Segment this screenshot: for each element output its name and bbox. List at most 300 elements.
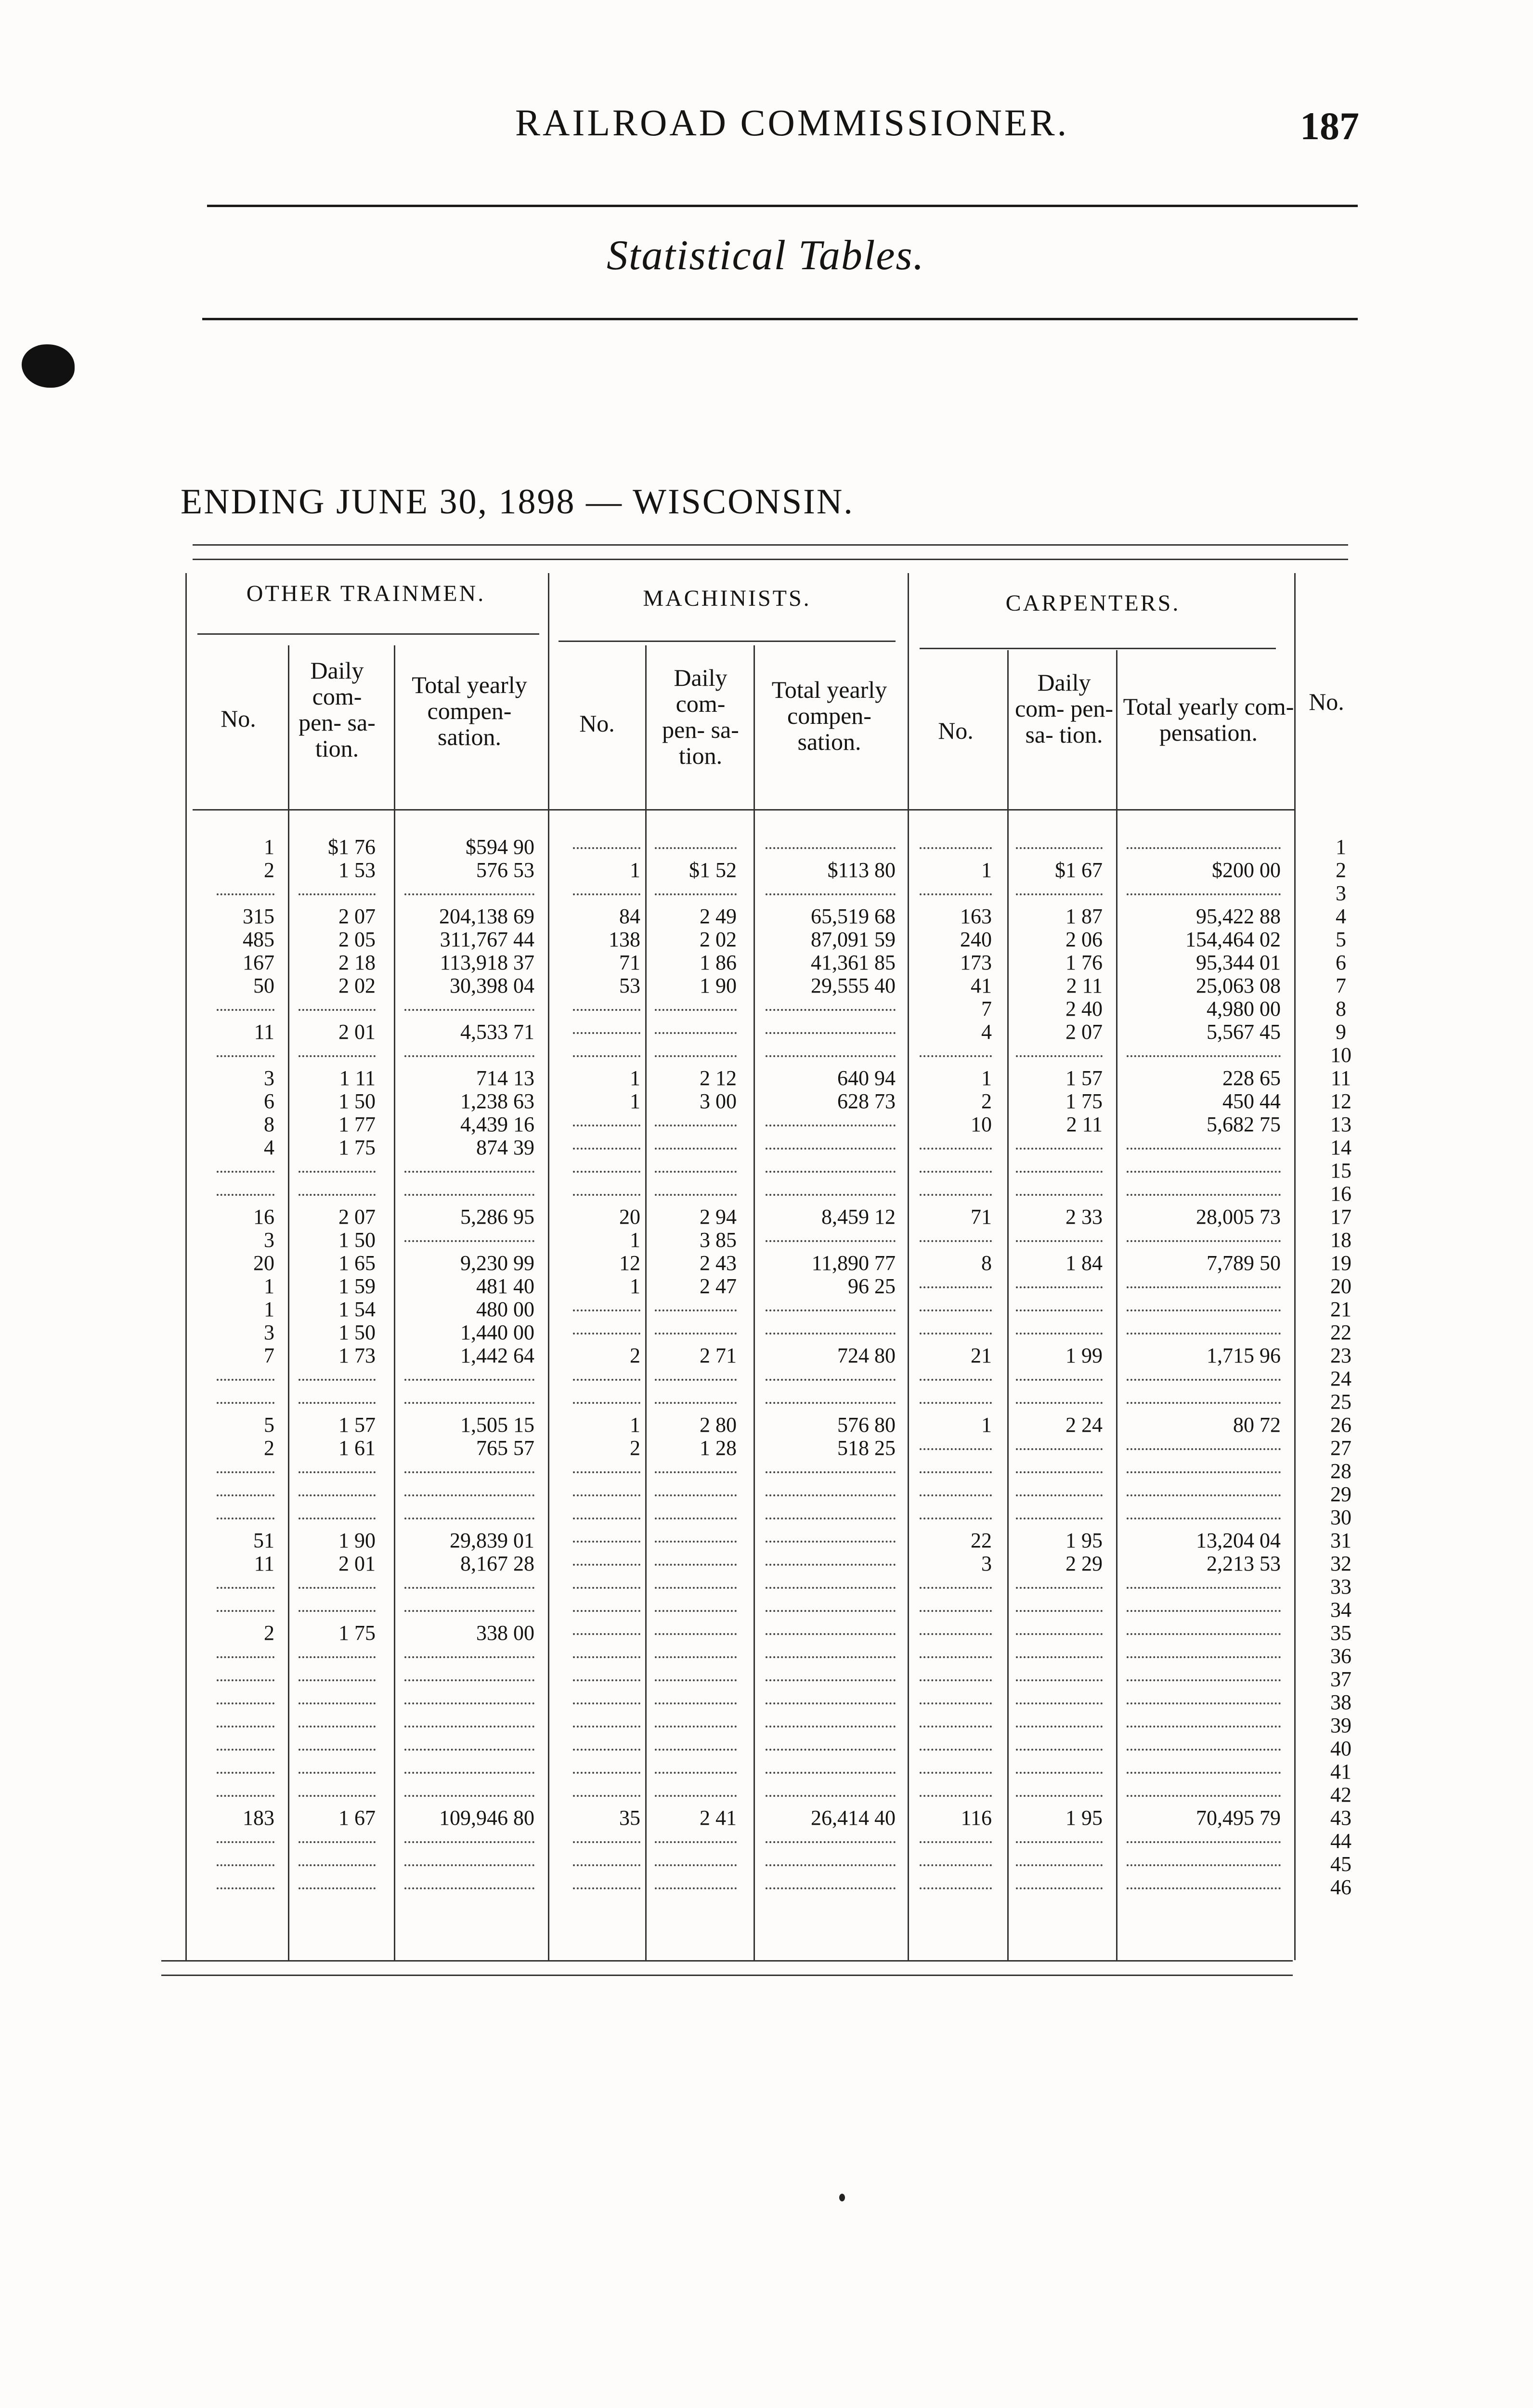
cell-carp-no (920, 1275, 992, 1288)
cell-mach-daily (655, 1598, 737, 1612)
cell-mach-no (573, 1830, 640, 1843)
cell-other-no (217, 1691, 274, 1704)
cell-other-no: 4 (264, 1136, 274, 1159)
cell-other-total: 4,533 71 (460, 1020, 534, 1044)
cell-other-no: 3 (264, 1228, 274, 1252)
header-bottom-rule (193, 809, 1295, 811)
cell-other-no: 1 (264, 835, 274, 859)
cell-mach-no (573, 1783, 640, 1797)
cell-carp-total: 28,005 73 (1196, 1205, 1281, 1229)
cell-carp-daily (1016, 1876, 1103, 1889)
table-row (164, 1529, 1367, 1552)
table-row (164, 1622, 1367, 1645)
cell-other-no: 2 (264, 1436, 274, 1460)
table-row (164, 1506, 1367, 1529)
row-number: 32 (1330, 1552, 1351, 1575)
cell-other-daily (299, 1483, 376, 1496)
cell-mach-total: 724 80 (837, 1344, 896, 1367)
table-row (164, 1853, 1367, 1876)
cell-other-no: 3 (264, 1066, 274, 1090)
cell-carp-daily (1016, 1390, 1103, 1404)
cell-other-no (217, 1575, 274, 1589)
cell-mach-total: 11,890 77 (811, 1251, 896, 1275)
row-number: 37 (1330, 1667, 1351, 1691)
cell-carp-no (920, 1783, 992, 1797)
cell-carp-no (920, 882, 992, 895)
cell-mach-total (766, 1460, 896, 1473)
cell-mach-total (766, 1760, 896, 1774)
cell-mach-total: 65,519 68 (811, 904, 896, 928)
cell-carp-no: 1 (981, 1066, 992, 1090)
cell-carp-total (1127, 1437, 1281, 1450)
cell-other-no (217, 1044, 274, 1057)
cell-mach-daily (655, 1529, 737, 1543)
cell-carp-daily (1016, 1783, 1103, 1797)
cell-carp-no (920, 1668, 992, 1681)
row-number: 26 (1330, 1413, 1351, 1437)
table-row (164, 1575, 1367, 1598)
cell-carp-total (1127, 882, 1281, 895)
cell-other-daily: 1 61 (338, 1436, 376, 1460)
cell-mach-total: 640 94 (837, 1066, 896, 1090)
cell-carp-daily (1016, 1460, 1103, 1473)
header-rule-top (207, 205, 1358, 207)
row-number: 9 (1336, 1020, 1346, 1044)
row-number: 39 (1330, 1714, 1351, 1737)
table-row (164, 1483, 1367, 1506)
cell-mach-no (573, 1159, 640, 1173)
cell-carp-total: 80 72 (1233, 1413, 1281, 1437)
cell-other-no (217, 1760, 274, 1774)
cell-mach-daily: 2 02 (700, 928, 737, 951)
cell-mach-total: 41,361 85 (811, 951, 896, 974)
row-number: 18 (1330, 1228, 1351, 1252)
cell-other-no: 315 (243, 904, 274, 928)
col-head-mach-no: No. (579, 710, 615, 737)
group-title-machinists: MACHINISTS. (643, 586, 811, 611)
cell-mach-total (766, 1298, 896, 1311)
table-row (164, 1806, 1367, 1830)
cell-other-no: 51 (253, 1529, 274, 1552)
cell-mach-daily (655, 997, 737, 1011)
cell-carp-no (920, 1483, 992, 1496)
cell-mach-no (573, 1367, 640, 1381)
cell-mach-total: $113 80 (827, 858, 896, 882)
table-row (164, 1830, 1367, 1853)
cell-mach-total (766, 1529, 896, 1543)
cell-other-no (217, 1483, 274, 1496)
cell-carp-total (1127, 1159, 1281, 1173)
cell-other-daily (299, 1598, 376, 1612)
cell-mach-daily (655, 1113, 737, 1126)
cell-other-total (404, 1390, 534, 1404)
header-rule-bottom (202, 318, 1358, 320)
cell-carp-daily (1016, 1182, 1103, 1196)
cell-carp-daily: 2 40 (1065, 997, 1103, 1021)
row-number: 1 (1336, 835, 1346, 859)
cell-carp-daily: 2 06 (1065, 928, 1103, 951)
cell-mach-daily (655, 836, 737, 849)
cell-mach-daily (655, 882, 737, 895)
row-number: 15 (1330, 1159, 1351, 1182)
row-number: 2 (1336, 858, 1346, 882)
cell-mach-no: 20 (619, 1205, 640, 1229)
cell-carp-total (1127, 1830, 1281, 1843)
row-number: 42 (1330, 1783, 1351, 1806)
cell-carp-daily (1016, 1737, 1103, 1751)
cell-mach-no (573, 1021, 640, 1034)
table-row (164, 1067, 1367, 1090)
cell-mach-no (573, 882, 640, 895)
row-number: 31 (1330, 1529, 1351, 1552)
cell-mach-total (766, 882, 896, 895)
cell-other-daily (299, 1737, 376, 1751)
group-title-carpenters: CARPENTERS. (1005, 590, 1181, 616)
table-row (164, 1668, 1367, 1691)
cell-carp-no: 21 (971, 1344, 992, 1367)
cell-mach-no: 1 (630, 1066, 640, 1090)
row-number: 20 (1330, 1274, 1351, 1298)
row-number: 19 (1330, 1251, 1351, 1275)
cell-carp-no: 4 (981, 1020, 992, 1044)
cell-other-daily: $1 76 (328, 835, 376, 859)
cell-mach-daily (655, 1853, 737, 1866)
cell-carp-no: 7 (981, 997, 992, 1021)
col-head-other-daily: Daily com- pen- sa- tion. (299, 657, 376, 762)
cell-carp-total (1127, 1853, 1281, 1866)
table-row (164, 1275, 1367, 1298)
cell-mach-daily (655, 1390, 737, 1404)
cell-carp-total (1127, 1390, 1281, 1404)
cell-carp-total (1127, 1575, 1281, 1589)
cell-other-daily (299, 1390, 376, 1404)
cell-mach-total (766, 1622, 896, 1635)
table-row (164, 1159, 1367, 1182)
table-row (164, 951, 1367, 974)
cell-carp-total (1127, 1876, 1281, 1889)
cell-other-total: 481 40 (476, 1274, 534, 1298)
row-number: 17 (1330, 1205, 1351, 1229)
table-row (164, 1321, 1367, 1344)
cell-mach-no (573, 1598, 640, 1612)
cell-mach-total (766, 1876, 896, 1889)
row-number: 25 (1330, 1390, 1351, 1413)
cell-mach-daily: $1 52 (689, 858, 737, 882)
cell-carp-daily (1016, 1321, 1103, 1335)
row-number: 33 (1330, 1575, 1351, 1598)
table-row (164, 1645, 1367, 1668)
cell-mach-no: 138 (609, 928, 640, 951)
cell-carp-daily: $1 67 (1055, 858, 1103, 882)
cell-other-total (404, 1575, 534, 1589)
cell-other-daily (299, 1830, 376, 1843)
table-row (164, 997, 1367, 1021)
cell-carp-no (920, 1159, 992, 1173)
cell-mach-total (766, 1229, 896, 1242)
cell-mach-daily (655, 1298, 737, 1311)
cell-other-daily: 2 18 (338, 951, 376, 974)
cell-carp-total (1127, 1321, 1281, 1335)
cell-carp-total: $200 00 (1212, 858, 1281, 882)
cell-mach-daily (655, 1136, 737, 1150)
row-number: 4 (1336, 904, 1346, 928)
ink-blot (22, 344, 75, 388)
cell-mach-no: 1 (630, 1413, 640, 1437)
cell-other-no (217, 1876, 274, 1889)
cell-carp-no: 1 (981, 858, 992, 882)
table-row (164, 836, 1367, 859)
cell-mach-no: 53 (619, 974, 640, 997)
table-row (164, 1136, 1367, 1159)
cell-carp-daily (1016, 1668, 1103, 1681)
cell-other-daily (299, 1853, 376, 1866)
cell-other-total (404, 1876, 534, 1889)
row-number: 21 (1330, 1297, 1351, 1321)
cell-carp-daily: 1 57 (1065, 1066, 1103, 1090)
cell-mach-total (766, 1113, 896, 1126)
cell-other-daily: 2 02 (338, 974, 376, 997)
cell-other-total (404, 1783, 534, 1797)
cell-carp-no: 2 (981, 1089, 992, 1113)
cell-other-total (404, 1714, 534, 1727)
cell-carp-total: 154,464 02 (1185, 928, 1281, 951)
cell-carp-total (1127, 1645, 1281, 1658)
cell-mach-daily (655, 1575, 737, 1589)
cell-other-total (404, 1044, 534, 1057)
table-row (164, 928, 1367, 951)
cell-other-no: 1 (264, 1297, 274, 1321)
col-head-mach-daily: Daily com- pen- sa- tion. (662, 664, 739, 769)
table-row (164, 1344, 1367, 1367)
cell-mach-daily: 2 94 (700, 1205, 737, 1229)
cell-other-daily: 1 57 (338, 1413, 376, 1437)
table-row (164, 1229, 1367, 1252)
cell-mach-daily: 2 80 (700, 1413, 737, 1437)
cell-carp-no: 10 (971, 1112, 992, 1136)
cell-mach-daily: 3 85 (700, 1228, 737, 1252)
cell-mach-daily (655, 1645, 737, 1658)
cell-mach-no (573, 1552, 640, 1566)
cell-carp-total (1127, 1691, 1281, 1704)
cell-other-total: 109,946 80 (439, 1806, 534, 1830)
cell-mach-no (573, 1714, 640, 1727)
cell-carp-no: 173 (960, 951, 992, 974)
cell-mach-no (573, 1506, 640, 1519)
cell-other-total: 338 00 (476, 1621, 534, 1645)
cell-mach-total (766, 836, 896, 849)
table-top-rule (193, 544, 1348, 546)
cell-other-no (217, 1783, 274, 1797)
cell-other-daily (299, 1506, 376, 1519)
cell-mach-no (573, 1622, 640, 1635)
table-row (164, 1390, 1367, 1413)
cell-other-no: 2 (264, 1621, 274, 1645)
cell-carp-daily (1016, 882, 1103, 895)
cell-other-total (404, 1506, 534, 1519)
cell-other-daily: 2 07 (338, 904, 376, 928)
cell-mach-daily: 2 12 (700, 1066, 737, 1090)
cell-mach-no: 2 (630, 1436, 640, 1460)
cell-mach-no: 35 (619, 1806, 640, 1830)
cell-other-daily (299, 1182, 376, 1196)
cell-carp-daily: 2 29 (1065, 1552, 1103, 1575)
cell-mach-no: 1 (630, 1089, 640, 1113)
table-top-rule-2 (193, 559, 1348, 560)
cell-carp-no: 8 (981, 1251, 992, 1275)
col-head-carp-no: No. (938, 717, 974, 744)
cell-carp-daily (1016, 1136, 1103, 1150)
cell-carp-daily (1016, 1275, 1103, 1288)
cell-carp-no (920, 1714, 992, 1727)
cell-mach-no: 1 (630, 1274, 640, 1298)
cell-carp-total: 228 65 (1222, 1066, 1281, 1090)
cell-other-no: 1 (264, 1274, 274, 1298)
cell-carp-no (920, 836, 992, 849)
cell-other-no (217, 1598, 274, 1612)
cell-carp-total (1127, 1367, 1281, 1381)
cell-mach-daily (655, 1367, 737, 1381)
cell-mach-total (766, 1552, 896, 1566)
cell-mach-total: 96 25 (848, 1274, 896, 1298)
row-number: 23 (1330, 1344, 1351, 1367)
cell-other-no: 7 (264, 1344, 274, 1367)
cell-carp-daily: 2 11 (1066, 974, 1103, 997)
cell-carp-no (920, 1229, 992, 1242)
cell-mach-no (573, 997, 640, 1011)
cell-carp-daily: 2 07 (1065, 1020, 1103, 1044)
table-bottom-rule (161, 1960, 1293, 1962)
cell-other-total: 765 57 (476, 1436, 534, 1460)
cell-carp-total (1127, 1182, 1281, 1196)
cell-carp-daily: 1 95 (1065, 1529, 1103, 1552)
col-head-carp-daily: Daily com- pen- sa- tion. (1014, 669, 1114, 748)
row-number: 24 (1330, 1367, 1351, 1390)
cell-other-total (404, 1760, 534, 1774)
cell-other-daily (299, 1645, 376, 1658)
cell-carp-no (920, 1645, 992, 1658)
cell-other-no: 11 (254, 1020, 274, 1044)
cell-carp-daily (1016, 1622, 1103, 1635)
cell-other-daily: 1 77 (338, 1112, 376, 1136)
group-rule-2 (559, 641, 896, 642)
cell-other-no (217, 1506, 274, 1519)
cell-carp-no (920, 1437, 992, 1450)
table-row (164, 1737, 1367, 1760)
cell-mach-total (766, 1714, 896, 1727)
cell-mach-no (573, 1737, 640, 1751)
cell-other-daily (299, 1460, 376, 1473)
cell-mach-daily (655, 1691, 737, 1704)
cell-carp-no (920, 1321, 992, 1335)
cell-carp-total (1127, 1136, 1281, 1150)
row-number: 29 (1330, 1482, 1351, 1506)
row-number: 13 (1330, 1112, 1351, 1136)
row-number: 30 (1330, 1505, 1351, 1529)
row-number: 43 (1330, 1806, 1351, 1830)
cell-carp-daily (1016, 1298, 1103, 1311)
cell-mach-total (766, 1737, 896, 1751)
cell-other-no (217, 1853, 274, 1866)
cell-carp-total (1127, 1506, 1281, 1519)
cell-mach-total: 518 25 (837, 1436, 896, 1460)
cell-mach-daily (655, 1044, 737, 1057)
cell-other-total (404, 1460, 534, 1473)
cell-carp-total (1127, 1298, 1281, 1311)
table-row (164, 1598, 1367, 1622)
cell-carp-total: 4,980 00 (1207, 997, 1281, 1021)
cell-carp-no (920, 1390, 992, 1404)
group-title-other-trainmen: OTHER TRAINMEN. (246, 581, 486, 606)
cell-carp-daily (1016, 1853, 1103, 1866)
cell-carp-no (920, 1506, 992, 1519)
cell-other-total: 1,238 63 (460, 1089, 534, 1113)
cell-other-no (217, 1182, 274, 1196)
cell-mach-total: 576 80 (837, 1413, 896, 1437)
cell-mach-no (573, 1182, 640, 1196)
cell-carp-no (920, 1830, 992, 1843)
cell-other-no: 20 (253, 1251, 274, 1275)
row-number: 8 (1336, 997, 1346, 1021)
cell-carp-no: 71 (971, 1205, 992, 1229)
cell-other-total: 4,439 16 (460, 1112, 534, 1136)
cell-mach-no: 2 (630, 1344, 640, 1367)
cell-other-no: 183 (243, 1806, 274, 1830)
cell-carp-no (920, 1298, 992, 1311)
cell-mach-no (573, 1044, 640, 1057)
cell-mach-no (573, 1853, 640, 1866)
row-number: 7 (1336, 974, 1346, 997)
table-row (164, 1783, 1367, 1806)
cell-mach-daily: 1 28 (700, 1436, 737, 1460)
cell-mach-no: 12 (619, 1251, 640, 1275)
cell-other-daily: 1 50 (338, 1228, 376, 1252)
cell-mach-no (573, 1575, 640, 1589)
table-row (164, 1090, 1367, 1113)
cell-other-daily: 1 50 (338, 1089, 376, 1113)
cell-carp-daily: 1 87 (1065, 904, 1103, 928)
cell-carp-no: 240 (960, 928, 992, 951)
cell-other-daily: 2 01 (338, 1020, 376, 1044)
cell-mach-daily (655, 1714, 737, 1727)
cell-mach-total (766, 1575, 896, 1589)
cell-mach-daily (655, 1622, 737, 1635)
table-row (164, 1252, 1367, 1275)
cell-mach-total (766, 1506, 896, 1519)
cell-other-no: 167 (243, 951, 274, 974)
cell-mach-no (573, 1390, 640, 1404)
row-number: 14 (1330, 1136, 1351, 1159)
cell-carp-total: 1,715 96 (1207, 1344, 1281, 1367)
cell-mach-total: 29,555 40 (811, 974, 896, 997)
cell-mach-total: 8,459 12 (821, 1205, 896, 1229)
cell-carp-total (1127, 1714, 1281, 1727)
cell-carp-no (920, 1622, 992, 1635)
cell-mach-total (766, 1021, 896, 1034)
cell-other-daily: 1 54 (338, 1297, 376, 1321)
cell-mach-daily: 3 00 (700, 1089, 737, 1113)
row-number: 11 (1330, 1066, 1351, 1090)
cell-other-total: 1,442 64 (460, 1344, 534, 1367)
row-number: 12 (1330, 1089, 1351, 1113)
cell-mach-daily (655, 1506, 737, 1519)
cell-carp-total (1127, 1598, 1281, 1612)
cell-carp-no: 22 (971, 1529, 992, 1552)
cell-other-total: 204,138 69 (439, 904, 534, 928)
cell-mach-no (573, 1876, 640, 1889)
cell-other-total: $594 90 (466, 835, 534, 859)
row-number: 44 (1330, 1829, 1351, 1853)
cell-mach-total (766, 1044, 896, 1057)
